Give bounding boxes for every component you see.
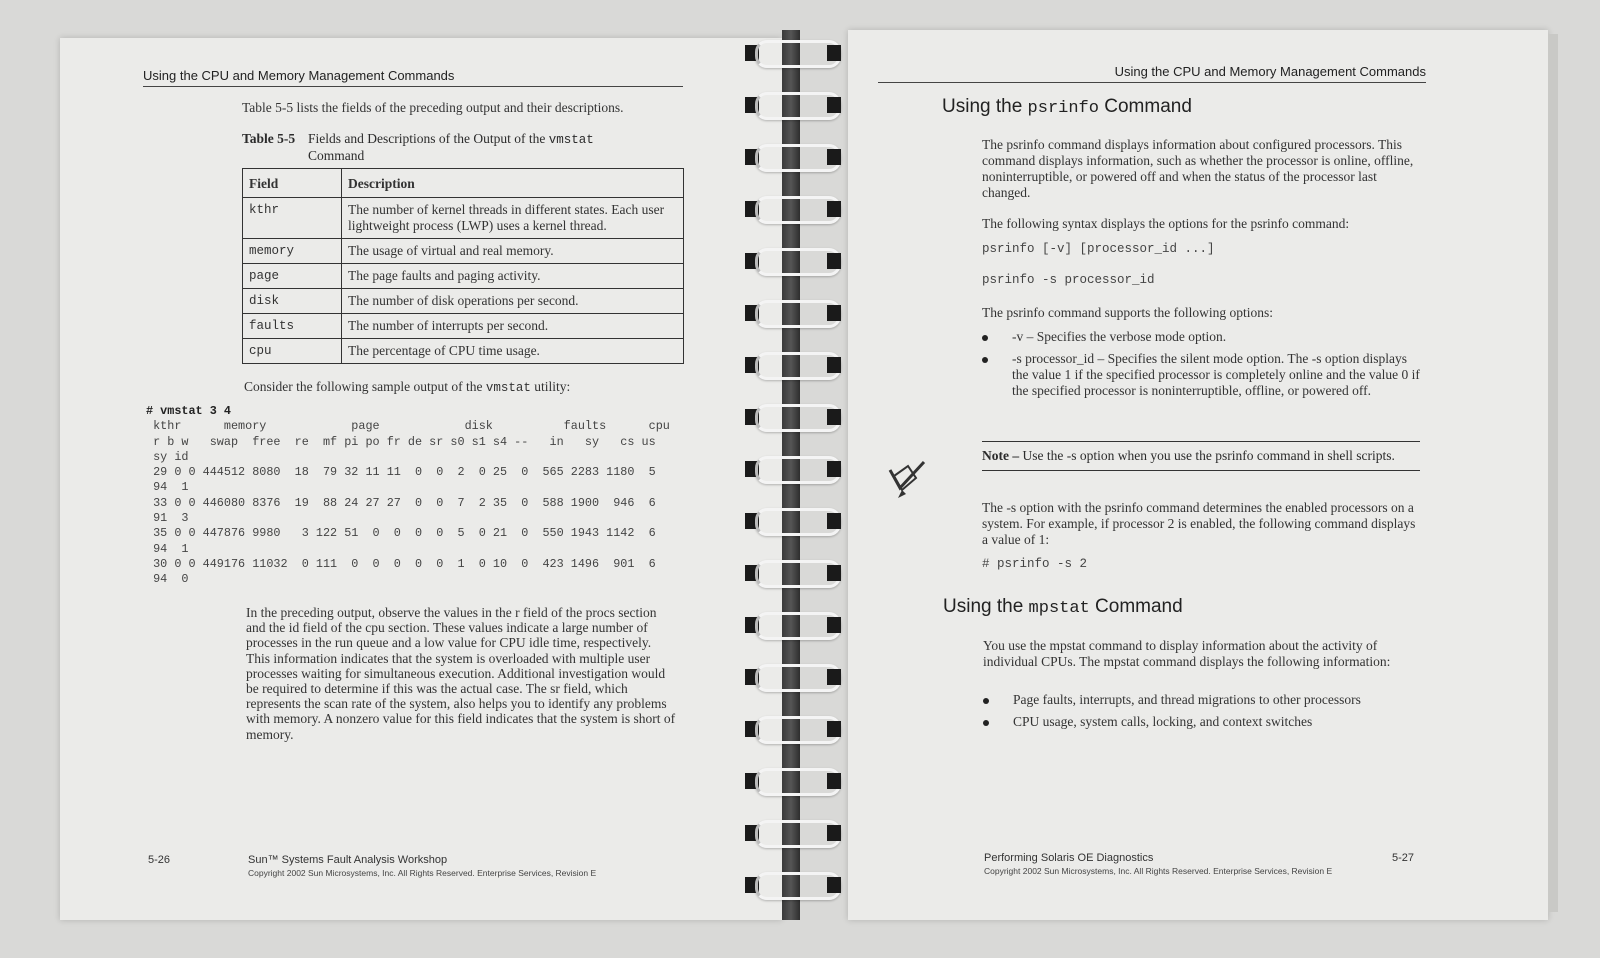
table-cell-description: The number of disk operations per second. xyxy=(342,289,684,314)
binding-ring xyxy=(745,194,855,224)
footer-copyright: Copyright 2002 Sun Microsystems, Inc. All Rights Reserved. Enterprise Services, Revision E xyxy=(248,868,597,878)
binding-ring xyxy=(745,142,855,172)
binding-ring xyxy=(745,402,855,432)
list-item: -s processor_id – Specifies the silent mode option. The -s option displays the value 1 if the specified processor is completely online and the value 0 if the specified processor is noninterruptible, offline, or powered off. xyxy=(982,351,1420,399)
page-number: 5-26 xyxy=(148,854,171,866)
heading-text: Using the xyxy=(942,96,1028,117)
table-row xyxy=(243,289,684,314)
mpstat-list xyxy=(983,692,1421,736)
table-caption-label: Table 5-5 xyxy=(242,131,296,146)
binding-ring xyxy=(745,766,855,796)
left-page xyxy=(60,38,782,920)
table-caption-mono: vmstat xyxy=(548,133,594,147)
table-cell-description: The number of interrupts per second. xyxy=(342,314,684,339)
table-cell-description: The page faults and paging activity. xyxy=(342,264,684,289)
code-output: kthr memory page disk faults cpu r b w swap free re mf pi po fr de sr s0 s1 s4 -- in sy cs us sy id 29 0 0 444512 8080 18 79 32 11 11 0 0 2 0 25 0 565 2283 1180 5 94 1 33 0 0 446080 8376 19 88 24 27 27 0 0 7 2 35 0 588 1900 946 6 91 3 35 0 0 447876 9980 3 122 51 0 0 0 0 5 0 21 0 550 1943 1142 6 94 1 30 0 0 449176 11032 0 111 0 0 0 0 0 1 0 10 0 423 1496 901 6 94 0 xyxy=(153,419,670,587)
table-cell-description: The percentage of CPU time usage. xyxy=(342,339,684,364)
heading-text: Using the xyxy=(943,596,1029,617)
analysis-paragraph: In the preceding output, observe the values in the r field of the procs section and the id field of the cpu section. These values indicate a large number of processes in the run queue and a low value for CPU idle time, respectively. This information indicates that the system is overloaded with multiple user processes waiting for simultaneous execution. Additional investigation would be required to determine if this was the actual case. The sr field, which represents the scan rate of the system, also helps you to identify any problems with memory. A nonzero value for this field indicates that the system is short of memory. xyxy=(246,605,676,742)
pencil-checkmark-icon xyxy=(886,458,930,502)
options-intro: The psrinfo command supports the following options: xyxy=(982,305,1273,320)
table-header-field: Field xyxy=(243,169,342,198)
binding-ring xyxy=(745,454,855,484)
binding-ring xyxy=(745,90,855,120)
note-label: Note – xyxy=(982,448,1023,463)
footer-copyright: Copyright 2002 Sun Microsystems, Inc. All Rights Reserved. Enterprise Services, Revision E xyxy=(984,866,1333,876)
psrinfo-s-description: The -s option with the psrinfo command determines the enabled processors on a system. For example, if processor 2 is enabled, the following command displays a value of 1: xyxy=(982,500,1416,547)
table-cell-field: faults xyxy=(243,314,342,339)
section-heading-psrinfo xyxy=(942,96,1192,118)
heading-mono: mpstat xyxy=(1028,599,1090,618)
table-row xyxy=(243,314,684,339)
heading-mono: psrinfo xyxy=(1027,99,1099,118)
page-edge xyxy=(1548,34,1558,912)
options-list xyxy=(982,329,1420,405)
note-box xyxy=(982,441,1420,471)
code-command: # vmstat 3 4 xyxy=(146,404,231,418)
table-row xyxy=(243,339,684,364)
table-cell-field: memory xyxy=(243,239,342,264)
running-head: Using the CPU and Memory Management Commands xyxy=(143,68,683,87)
table-caption-tail: Command xyxy=(308,148,365,163)
heading-text-tail: Command xyxy=(1098,96,1192,117)
syntax-line-2: psrinfo -s processor_id xyxy=(982,273,1155,287)
spiral-binding xyxy=(745,30,855,920)
note-text: Use the -s option when you use the psrinfo command in shell scripts. xyxy=(1022,448,1395,463)
binding-ring xyxy=(745,38,855,68)
table-intro: Table 5-5 lists the fields of the preceding output and their descriptions. xyxy=(242,100,624,115)
syntax-intro: The following syntax displays the options for the psrinfo command: xyxy=(982,216,1350,231)
sample-intro-text: Consider the following sample output of the xyxy=(244,379,486,394)
table-row xyxy=(243,198,684,239)
vmstat-code-block xyxy=(146,404,670,588)
sample-intro xyxy=(244,379,684,396)
table-header-description: Description xyxy=(342,169,684,198)
page-number: 5-27 xyxy=(1392,852,1415,864)
table-caption-text: Fields and Descriptions of the Output of the xyxy=(308,131,549,146)
footer-title: Performing Solaris OE Diagnostics xyxy=(984,852,1154,864)
table-cell-description: The number of kernel threads in different states. Each user lightweight process (LWP) uses a kernel thread. xyxy=(342,198,684,239)
binding-ring xyxy=(745,506,855,536)
binding-ring xyxy=(745,298,855,328)
table-row xyxy=(243,264,684,289)
binding-ring xyxy=(745,350,855,380)
sample-intro-mono: vmstat xyxy=(485,381,531,395)
binding-ring xyxy=(745,246,855,276)
right-page xyxy=(848,30,1548,920)
table-cell-description: The usage of virtual and real memory. xyxy=(342,239,684,264)
running-head: Using the CPU and Memory Management Commands xyxy=(878,64,1426,83)
binding-ring xyxy=(745,662,855,692)
binding-ring xyxy=(745,610,855,640)
fields-table xyxy=(242,168,684,364)
footer-title: Sun™ Systems Fault Analysis Workshop xyxy=(248,854,448,866)
sample-intro-tail: utility: xyxy=(530,379,571,394)
list-item: Page faults, interrupts, and thread migrations to other processors xyxy=(983,692,1421,708)
mpstat-description: You use the mpstat command to display information about the activity of individual CPUs. The mpstat command displays the following information: xyxy=(983,638,1391,669)
binding-ring xyxy=(745,714,855,744)
psrinfo-example-code: # psrinfo -s 2 xyxy=(982,557,1088,571)
heading-text-tail: Command xyxy=(1089,596,1183,617)
binding-ring xyxy=(745,818,855,848)
table-cell-field: disk xyxy=(243,289,342,314)
list-item: CPU usage, system calls, locking, and context switches xyxy=(983,714,1421,730)
binding-ring xyxy=(745,558,855,588)
binding-ring xyxy=(745,870,855,900)
table-cell-field: cpu xyxy=(243,339,342,364)
psrinfo-description: The psrinfo command displays information about configured processors. This command displays information, such as whether the processor is online, offline, noninterruptible, or powered off and when the status of the processor last changed. xyxy=(982,137,1414,200)
table-row xyxy=(243,239,684,264)
table-caption xyxy=(242,131,682,163)
syntax-line-1: psrinfo [-v] [processor_id ...] xyxy=(982,242,1215,256)
table-cell-field: page xyxy=(243,264,342,289)
table-cell-field: kthr xyxy=(243,198,342,239)
section-heading-mpstat xyxy=(943,596,1183,618)
list-item: -v – Specifies the verbose mode option. xyxy=(982,329,1420,345)
